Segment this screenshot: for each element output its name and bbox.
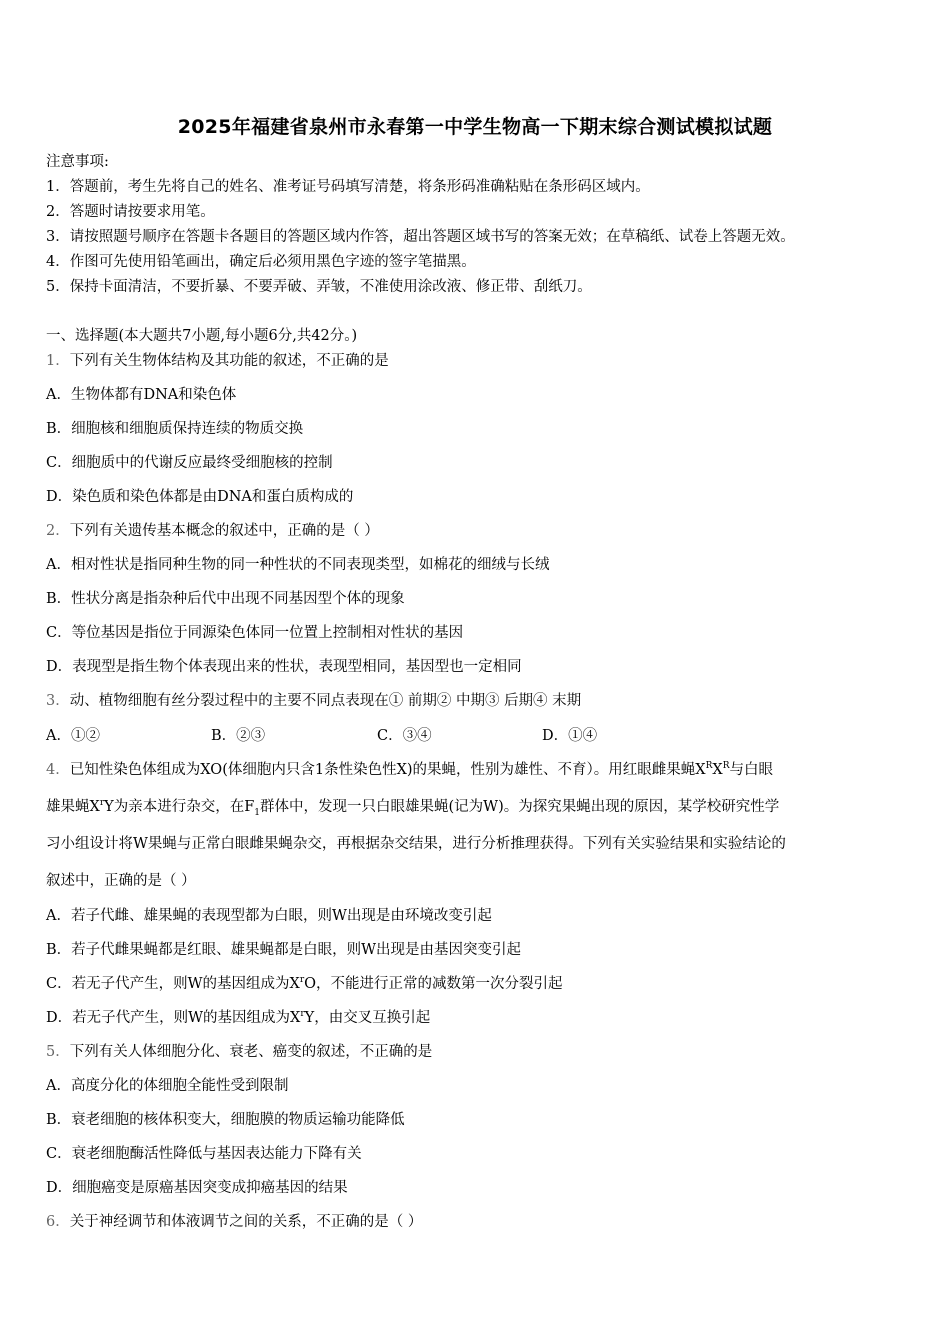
q4-text-2b: Y为亲本进行杂交，在F: [104, 799, 255, 815]
notice-item-5: 5．保持卡面清洁，不要折暴、不要弄破、弄皱，不准使用涂改液、修正带、刮纸刀。: [46, 279, 592, 295]
q4-text-2a: 雄果蝇X: [46, 799, 100, 815]
q4-text-2c: 群体中，发现一只白眼雄果蝇(记为W)。为探究果蝇出现的原因，某学校研究性学: [260, 799, 780, 815]
question-text: 关于神经调节和体液调节之间的关系，不正确的是（ ）: [69, 1214, 423, 1230]
question-text: 下列有关生物体结构及其功能的叙述，不正确的是: [69, 353, 389, 369]
q5-option-d: D．细胞癌变是原癌基因突变成抑癌基因的结果: [46, 1180, 348, 1196]
q4-sup-3: r: [99, 798, 105, 809]
question-number: 5．: [46, 1044, 70, 1060]
q5-option-c: C．衰老细胞酶活性降低与基因表达能力下降有关: [46, 1146, 362, 1162]
q1-option-d: D．染色质和染色体都是由DNA和蛋白质构成的: [46, 489, 354, 505]
question-1: [46, 351, 908, 371]
q5-option-a: A．高度分化的体细胞全能性受到限制: [46, 1078, 289, 1094]
question-5: [46, 1042, 908, 1062]
q5-option-b: B．衰老细胞的核体积变大，细胞膜的物质运输功能降低: [46, 1112, 405, 1128]
q4-option-d-sup: r: [300, 1009, 305, 1020]
question-number: 1．: [46, 353, 70, 369]
question-2: [46, 521, 908, 541]
q3-option-c: C．③④: [377, 728, 432, 744]
q4-option-d: [46, 1008, 908, 1028]
question-3: [46, 691, 908, 711]
q4-sub-1: 1: [254, 807, 261, 818]
question-4-line-3: 习小组设计将W果蝇与正常白眼雌果蝇杂交，再根据杂交结果，进行分析推理获得。下列有关实验结果和实验结论的: [46, 836, 786, 852]
q2-option-a: A．相对性状是指同种生物的同一种性状的不同表现类型，如棉花的细绒与长绒: [46, 557, 550, 573]
q4-option-c-text-b: O，不能进行正常的减数第一次分裂引起: [304, 976, 563, 992]
question-4-line-4: 叙述中，正确的是（ ）: [46, 873, 196, 889]
notice-item-3: 3．请按照题号顺序在答题卡各题目的答题区域内作答，超出答题区域书写的答案无效；在草稿纸、试卷上答题无效。: [46, 229, 795, 245]
question-number: 3．: [46, 693, 70, 709]
q4-sup-1: R: [705, 761, 713, 772]
q2-option-b: B．性状分离是指杂种后代中出现不同基因型个体的现象: [46, 591, 405, 607]
q4-option-a: A．若子代雌、雄果蝇的表现型都为白眼，则W出现是由环境改变引起: [46, 908, 492, 924]
q4-option-d-text-a: D．若无子代产生，则W的基因组成为X: [46, 1010, 301, 1026]
question-number: 4．: [46, 762, 70, 778]
q3-option-a: A．①②: [46, 728, 100, 744]
q2-option-d: D．表现型是指生物个体表现出来的性状，表现型相同，基因型也一定相同: [46, 659, 522, 675]
question-number: 2．: [46, 523, 70, 539]
q4-option-d-text-b: Y，由交叉互换引起: [304, 1010, 431, 1026]
q4-option-b: B．若子代雌果蝇都是红眼、雄果蝇都是白眼，则W出现是由基因突变引起: [46, 942, 522, 958]
q4-text-mid: X: [712, 762, 723, 778]
q4-text-1a: 已知性染色体组成为XO(体细胞内只含1条性染色性X)的果蝇，性别为雄性、不育）。用红眼雌果蝇X: [69, 762, 706, 778]
q4-option-c: [46, 974, 908, 994]
q2-option-c: C．等位基因是指位于同源染色体同一位置上控制相对性状的基因: [46, 625, 464, 641]
notice-item-2: 2．答题时请按要求用笔。: [46, 204, 215, 220]
notice-heading: 注意事项:: [46, 154, 109, 170]
q1-option-a: A．生物体都有DNA和染色体: [46, 387, 237, 403]
page-title: 2025年福建省泉州市永春第一中学生物高一下期末综合测试模拟试题: [177, 116, 773, 138]
question-4-line-1: [46, 760, 908, 780]
question-text: 下列有关遗传基本概念的叙述中，正确的是（ ）: [69, 523, 379, 539]
notice-item-4: 4．作图可先使用铅笔画出，确定后必须用黑色字迹的签字笔描黑。: [46, 254, 476, 270]
question-number: 6．: [46, 1214, 70, 1230]
question-text: 动、植物细胞有丝分裂过程中的主要不同点表现在① 前期② 中期③ 后期④ 末期: [69, 693, 582, 709]
q4-text-1b: 与白眼: [729, 762, 774, 778]
section-heading: 一、选择题(本大题共7小题,每小题6分,共42分。): [46, 328, 358, 344]
question-6: [46, 1212, 908, 1232]
q1-option-b: B．细胞核和细胞质保持连续的物质交换: [46, 421, 304, 437]
notice-item-1: 1．答题前，考生先将自己的姓名、准考证号码填写清楚，将条形码准确粘贴在条形码区域内。: [46, 179, 650, 195]
question-4-line-2: [46, 797, 908, 817]
q1-option-c: C．细胞质中的代谢反应最终受细胞核的控制: [46, 455, 333, 471]
q4-option-c-sup: r: [299, 975, 305, 986]
question-text: 下列有关人体细胞分化、衰老、癌变的叙述，不正确的是: [69, 1044, 433, 1060]
q4-sup-2: R: [722, 761, 730, 772]
q4-option-c-text-a: C．若无子代产生，则W的基因组成为X: [46, 976, 300, 992]
q3-option-b: B．②③: [211, 728, 266, 744]
q3-option-d: D．①④: [542, 728, 598, 744]
